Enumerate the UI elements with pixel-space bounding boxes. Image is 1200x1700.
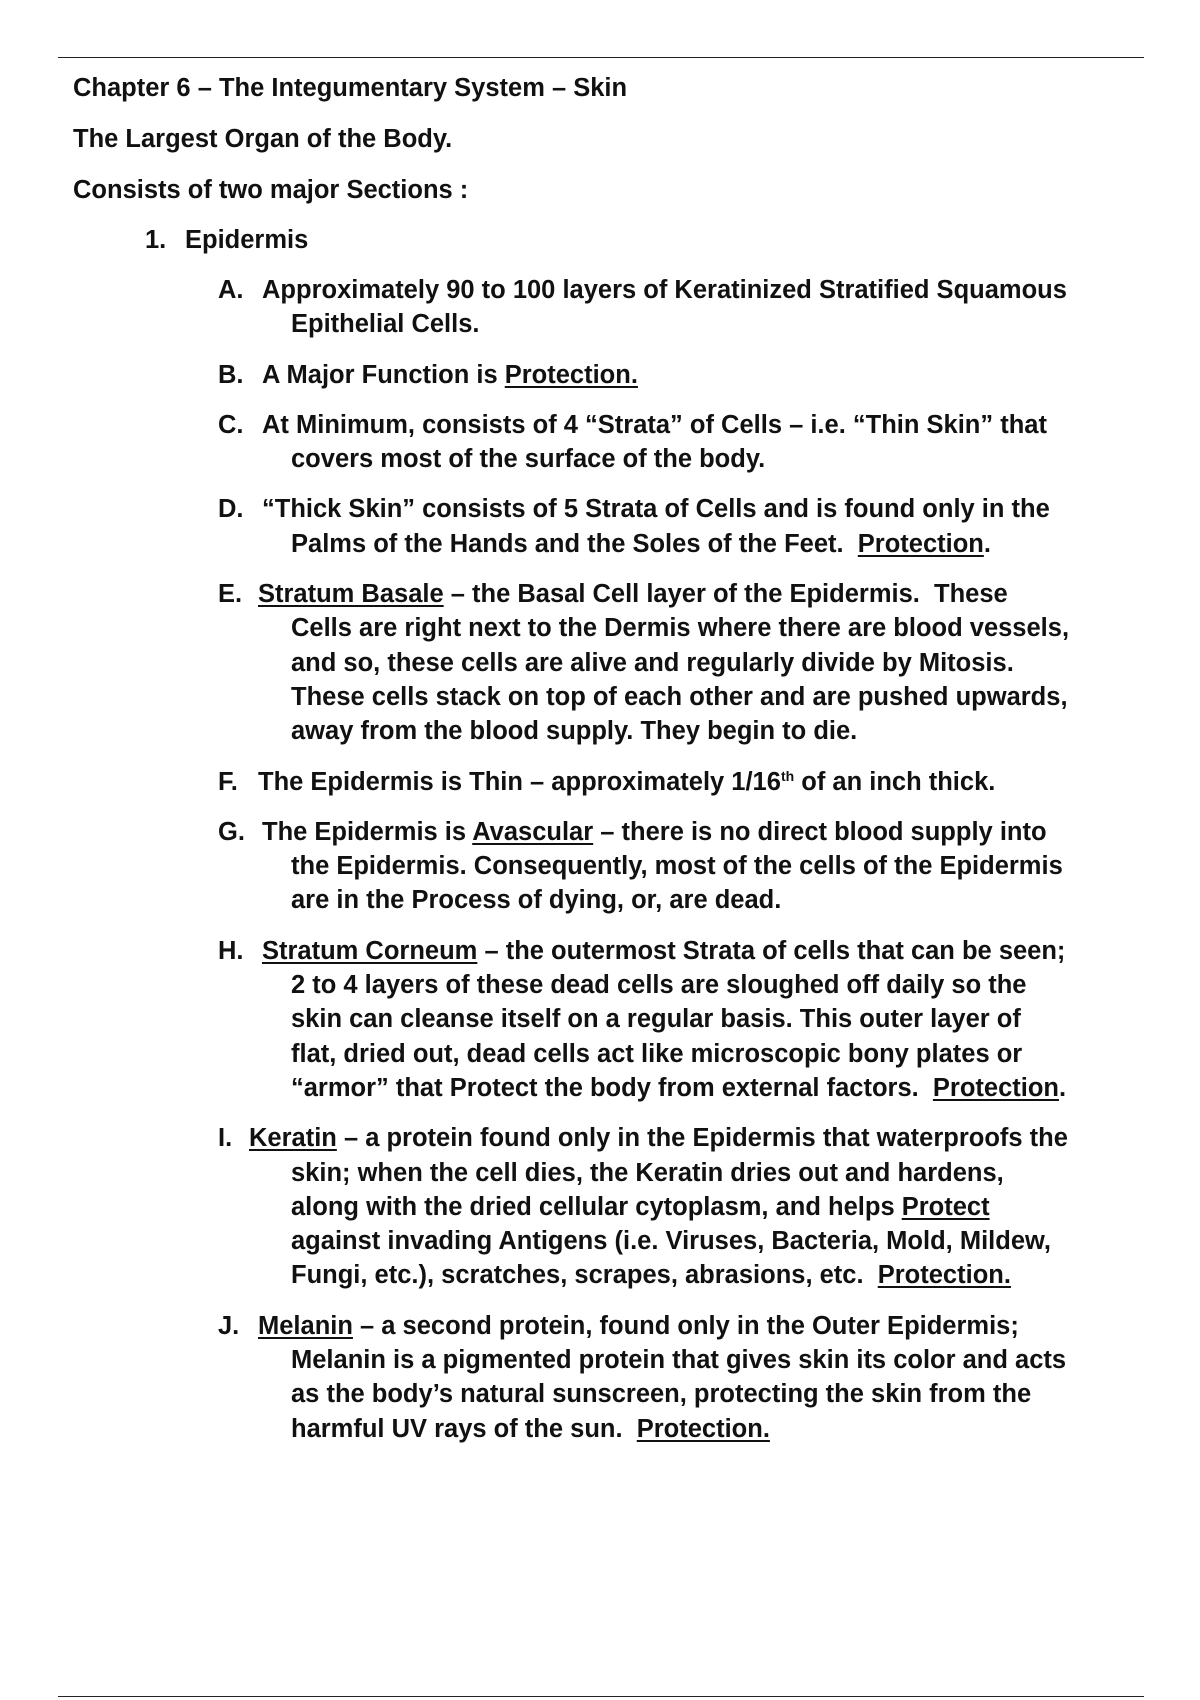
list-item-a (218, 273, 1173, 342)
item-letter: F. (218, 767, 238, 796)
underlined-term: Avascular (472, 817, 594, 846)
item-text: The Epidermis is (262, 817, 473, 846)
item-text: flat, dried out, dead cells act like microscopic bony plates or (291, 1039, 1023, 1068)
item-text: and so, these cells are alive and regularly divide by Mitosis. (291, 648, 1014, 677)
item-text: – a protein found only in the Epidermis that waterproofs the (336, 1124, 1068, 1153)
item-text: – a second protein, found only in the Outer Epidermis; (352, 1311, 1019, 1340)
item-list (218, 273, 1173, 1446)
chapter-title: Chapter 6 – The Integumentary System – Skin (73, 74, 628, 102)
item-text: – the Basal Cell layer of the Epidermis. These (443, 580, 1008, 609)
item-text: – there is no direct blood supply into (593, 817, 1047, 846)
item-text: “Thick Skin” consists of 5 Strata of Cells and is found only in the (262, 495, 1050, 524)
item-letter: H. (218, 936, 244, 965)
section-label: Epidermis (185, 226, 309, 254)
item-text: Approximately 90 to 100 layers of Keratinized Stratified Squamous (262, 276, 1067, 304)
section-number: 1. (145, 226, 167, 254)
item-text: . (983, 529, 991, 558)
item-text: are in the Process of dying, or, are dead. (291, 886, 782, 915)
item-text: against invading Antigens (i.e. Viruses, Bacteria, Mold, Mildew, (291, 1227, 1051, 1256)
item-letter: D. (218, 495, 244, 524)
item-text: A Major Function is (262, 360, 505, 389)
item-letter: B. (218, 360, 244, 389)
item-text: Fungi, etc.), scratches, scrapes, abrasions, etc. (291, 1261, 878, 1290)
list-item-f (218, 765, 1173, 799)
item-letter: J. (218, 1311, 240, 1340)
item-text: along with the dried cellular cytoplasm, and helps (291, 1192, 902, 1221)
subtitle: The Largest Organ of the Body. (73, 125, 453, 153)
underlined-term: Keratin (249, 1124, 337, 1153)
item-text: 2 to 4 layers of these dead cells are sloughed off daily so the (291, 971, 1027, 1000)
list-item-i (218, 1121, 1173, 1292)
item-letter: G. (218, 817, 245, 846)
list-item-g (218, 815, 1173, 918)
underlined-term: Melanin (258, 1311, 353, 1340)
underlined-term: Protection. (877, 1261, 1011, 1290)
list-item-c (218, 408, 1173, 477)
underlined-term: Protection. (504, 360, 638, 389)
item-text: Cells are right next to the Dermis where there are blood vessels, (291, 614, 1070, 643)
underlined-term: Protect (901, 1192, 990, 1221)
list-item-h (218, 934, 1173, 1105)
item-text: – the outermost Strata of cells that can be seen; (477, 936, 1066, 965)
item-letter: C. (218, 410, 244, 439)
item-text: covers most of the surface of the body. (291, 445, 766, 474)
underlined-term: Protection (857, 529, 984, 558)
footer-rule (58, 1696, 1144, 1697)
underlined-term: Stratum Basale (258, 580, 444, 609)
list-item-d (218, 492, 1173, 561)
underlined-term: Stratum Corneum (262, 936, 478, 965)
header-rule (58, 57, 1144, 58)
item-text: Palms of the Hands and the Soles of the Feet. (291, 529, 858, 558)
item-text: At Minimum, consists of 4 “Strata” of Cells – i.e. “Thin Skin” that (262, 410, 1047, 439)
item-text: These cells stack on top of each other and are pushed upwards, (291, 682, 1068, 711)
item-text: Melanin is a pigmented protein that gives skin its color and acts (291, 1346, 1067, 1375)
item-text: the Epidermis. Consequently, most of the cells of the Epidermis (291, 852, 1063, 881)
underlined-term: Protection (932, 1073, 1059, 1102)
item-text: The Epidermis is Thin – approximately 1/16 (258, 767, 781, 796)
item-text: Epithelial Cells. (291, 310, 480, 339)
section-epidermis (145, 223, 1173, 257)
item-text: skin; when the cell dies, the Keratin dries out and hardens, (291, 1158, 1004, 1187)
item-text: . (1058, 1073, 1067, 1102)
document-body (73, 71, 1173, 1462)
item-text: as the body’s natural sunscreen, protecting the skin from the (291, 1380, 1032, 1409)
item-text: of an inch thick. (794, 767, 996, 796)
underlined-term: Protection. (636, 1414, 770, 1443)
item-letter: A. (218, 276, 244, 304)
list-item-e (218, 577, 1173, 748)
item-text: “armor” that Protect the body from external factors. (291, 1073, 933, 1102)
intro-line: Consists of two major Sections : (73, 176, 469, 204)
list-item-b (218, 358, 1173, 392)
item-letter: I. (218, 1124, 233, 1153)
list-item-j (218, 1309, 1173, 1446)
item-text: harmful UV rays of the sun. (291, 1414, 637, 1443)
item-letter: E. (218, 580, 243, 609)
superscript: th (780, 767, 795, 784)
item-text: away from the blood supply. They begin to die. (291, 717, 858, 746)
item-text: skin can cleanse itself on a regular basis. This outer layer of (291, 1005, 1021, 1034)
